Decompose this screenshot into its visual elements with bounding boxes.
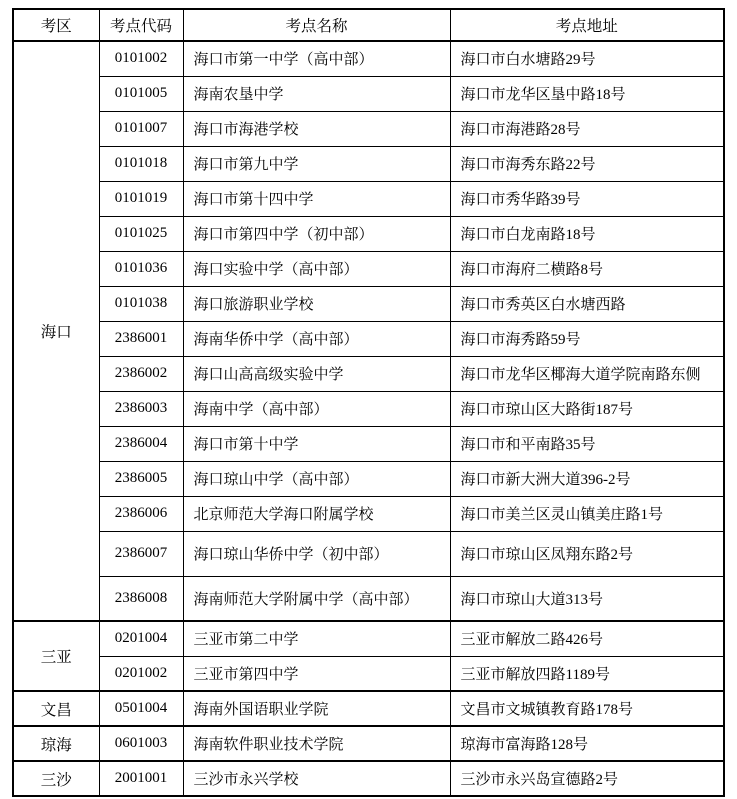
code-cell: 2386005 [99,461,183,496]
name-cell: 海口山高高级实验中学 [183,356,450,391]
district-cell: 三亚 [13,621,99,691]
name-cell: 海口市第一中学（高中部） [183,41,450,76]
address-cell: 海口市白龙南路18号 [450,216,724,251]
table-row [13,531,724,576]
address-cell: 海口市龙华区椰海大道学院南路东侧 [450,356,724,391]
address-cell: 海口市美兰区灵山镇美庄路1号 [450,496,724,531]
table-row [13,41,724,76]
name-cell: 北京师范大学海口附属学校 [183,496,450,531]
table-row [13,321,724,356]
table-row [13,111,724,146]
code-cell: 0101005 [99,76,183,111]
code-cell: 0201002 [99,656,183,691]
address-cell: 海口市琼山区凤翔东路2号 [450,531,724,576]
address-cell: 海口市秀华路39号 [450,181,724,216]
code-cell: 0101002 [99,41,183,76]
table-row [13,761,724,796]
address-cell: 海口市龙华区垦中路18号 [450,76,724,111]
table-row [13,496,724,531]
header-row [13,9,724,41]
code-cell: 2386001 [99,321,183,356]
address-cell: 海口市秀英区白水塘西路 [450,286,724,321]
name-cell: 海口琼山华侨中学（初中部） [183,531,450,576]
table-row [13,726,724,761]
code-cell: 0501004 [99,691,183,726]
header-name: 考点名称 [183,9,450,41]
address-cell: 三亚市解放四路1189号 [450,656,724,691]
code-cell: 0201004 [99,621,183,656]
header-code: 考点代码 [99,9,183,41]
exam-sites-table [12,8,725,797]
table-row [13,251,724,286]
table-row [13,576,724,621]
district-cell: 文昌 [13,691,99,726]
name-cell: 海口琼山中学（高中部） [183,461,450,496]
district-cell: 三沙 [13,761,99,796]
code-cell: 2386002 [99,356,183,391]
name-cell: 海南软件职业技术学院 [183,726,450,761]
address-cell: 海口市琼山大道313号 [450,576,724,621]
address-cell: 海口市新大洲大道396-2号 [450,461,724,496]
address-cell: 海口市海府二横路8号 [450,251,724,286]
code-cell: 0101019 [99,181,183,216]
code-cell: 2386006 [99,496,183,531]
name-cell: 海南中学（高中部） [183,391,450,426]
address-cell: 海口市海港路28号 [450,111,724,146]
name-cell: 海口实验中学（高中部） [183,251,450,286]
code-cell: 0101038 [99,286,183,321]
name-cell: 海口旅游职业学校 [183,286,450,321]
name-cell: 海南外国语职业学院 [183,691,450,726]
name-cell: 海口市第四中学（初中部） [183,216,450,251]
address-cell: 海口市和平南路35号 [450,426,724,461]
table-row [13,76,724,111]
name-cell: 海口市海港学校 [183,111,450,146]
address-cell: 海口市琼山区大路街187号 [450,391,724,426]
code-cell: 2386007 [99,531,183,576]
name-cell: 三沙市永兴学校 [183,761,450,796]
code-cell: 0101036 [99,251,183,286]
address-cell: 海口市海秀路59号 [450,321,724,356]
code-cell: 0601003 [99,726,183,761]
address-cell: 琼海市富海路128号 [450,726,724,761]
address-cell: 海口市海秀东路22号 [450,146,724,181]
code-cell: 0101018 [99,146,183,181]
table-row [13,621,724,656]
address-cell: 三亚市解放二路426号 [450,621,724,656]
table-row [13,216,724,251]
table-row [13,461,724,496]
code-cell: 2386008 [99,576,183,621]
district-cell: 海口 [13,41,99,621]
table-row [13,656,724,691]
address-cell: 海口市白水塘路29号 [450,41,724,76]
code-cell: 2386003 [99,391,183,426]
address-cell: 文昌市文城镇教育路178号 [450,691,724,726]
name-cell: 海口市第十四中学 [183,181,450,216]
name-cell: 海口市第九中学 [183,146,450,181]
table-row [13,146,724,181]
code-cell: 2386004 [99,426,183,461]
table-row [13,356,724,391]
table-row [13,181,724,216]
name-cell: 海南师范大学附属中学（高中部） [183,576,450,621]
code-cell: 2001001 [99,761,183,796]
table-row [13,286,724,321]
table-row [13,691,724,726]
header-address: 考点地址 [450,9,724,41]
header-district: 考区 [13,9,99,41]
name-cell: 海口市第十中学 [183,426,450,461]
district-cell: 琼海 [13,726,99,761]
code-cell: 0101025 [99,216,183,251]
address-cell: 三沙市永兴岛宣德路2号 [450,761,724,796]
name-cell: 海南华侨中学（高中部） [183,321,450,356]
name-cell: 海南农垦中学 [183,76,450,111]
table-row [13,391,724,426]
name-cell: 三亚市第二中学 [183,621,450,656]
table-row [13,426,724,461]
name-cell: 三亚市第四中学 [183,656,450,691]
code-cell: 0101007 [99,111,183,146]
